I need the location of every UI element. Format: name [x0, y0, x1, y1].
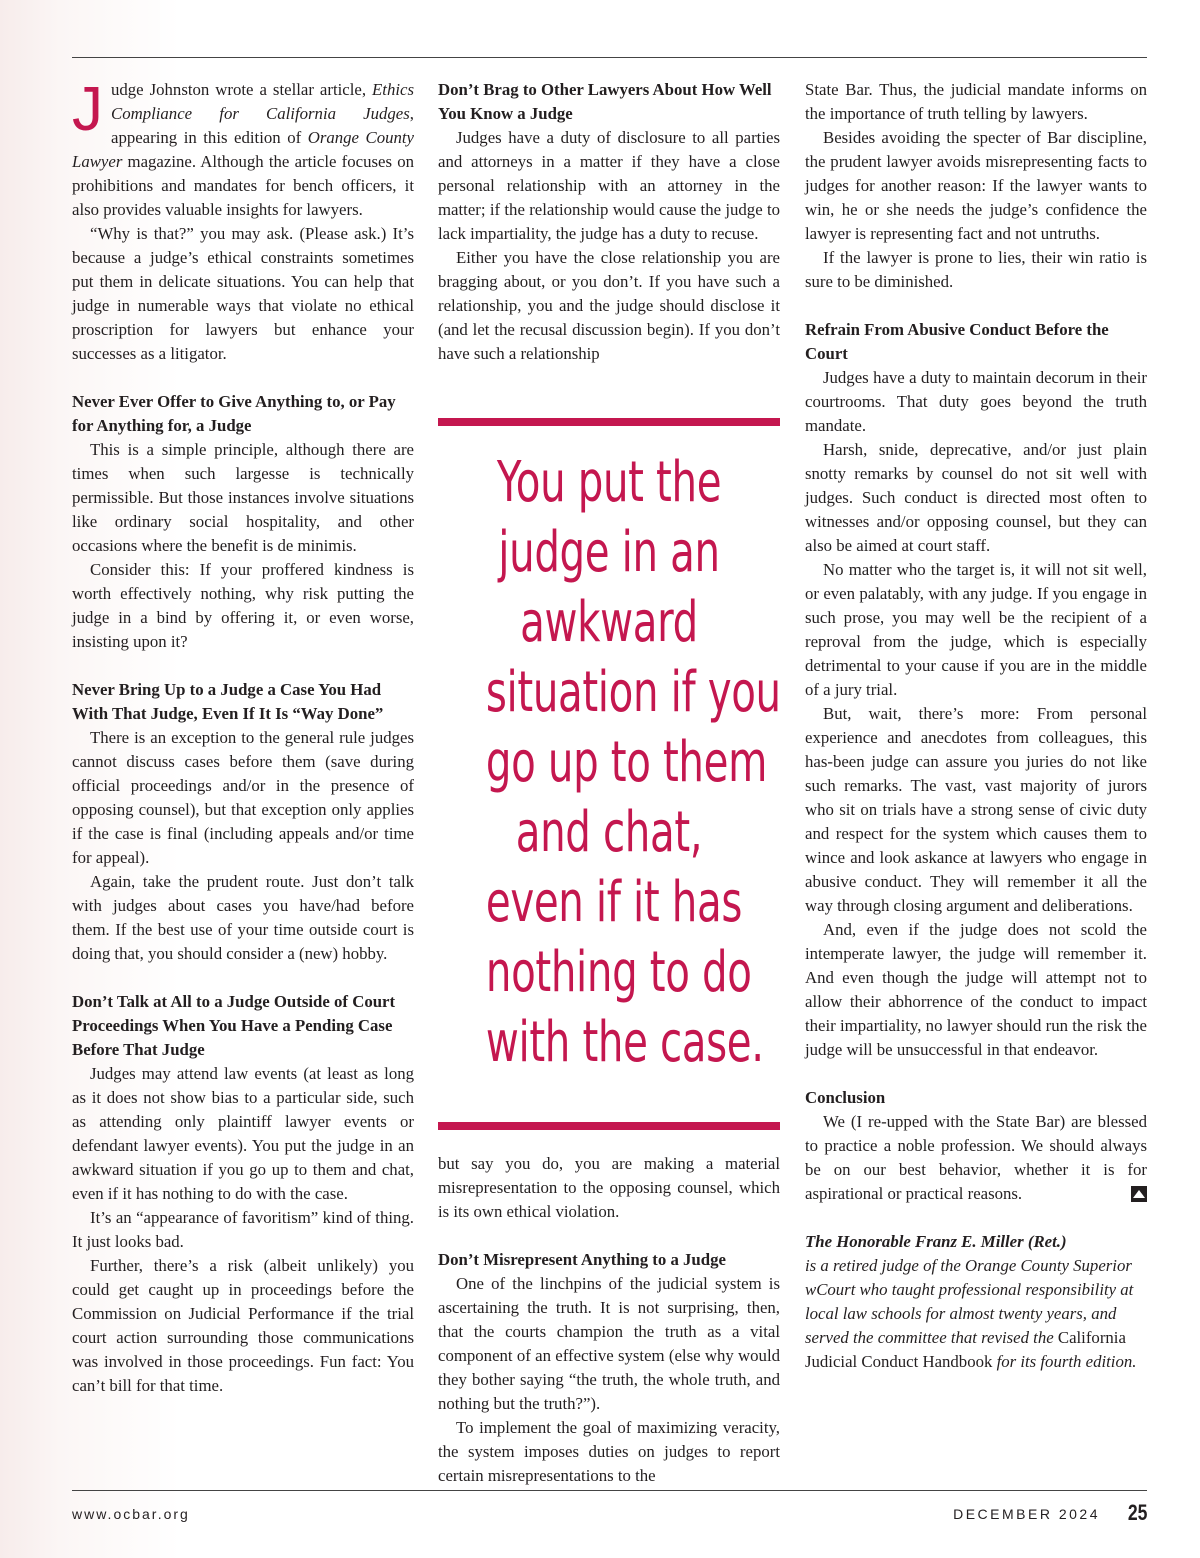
body-paragraph: But, wait, there’s more: From personal experience and anecdotes from colleagues, this has-been judge can assure you juries do not like such remarks. The vast, vast majority of jurors who sit on trials have a strong sense of civic duty and respect for the system which causes them to wince and look askance at lawyers who engage in abusive conduct. They will remember it all the way through closing argument and deliberations.: [805, 704, 1147, 915]
body-paragraph: There is an exception to the general rule judges cannot discuss cases before them (save during official proceedings and/or in the presence of opposing counsel), but that exception only applies if the case is final (including appeals and/or time for appeal).: [72, 728, 414, 867]
body-paragraph: It’s an “appearance of favoritism” kind of thing. It just looks bad.: [72, 1208, 414, 1251]
column-1: [72, 75, 414, 1398]
body-paragraph: No matter who the target is, it will not sit well, or even palatably, with any judge. If you engage in such prose, you may well be the recipient of a reproval from the judge, which is especially detrimental to your cause if you are in the middle of a jury trial.: [805, 560, 1147, 699]
author-bio: The Honorable Franz E. Miller (Ret.) is a retired judge of the Orange County Superior wCourt who taught professional responsibility at local law schools for almost twenty years, and served the committee that revised the California Judicial Conduct Handbook for its fourth edition.: [805, 1230, 1147, 1374]
body-paragraph: We (I re-upped with the State Bar) are blessed to practice a noble profession. We should always be on our best behavior, whether it is for aspirational or practical reasons.: [805, 1112, 1147, 1203]
ocba-end-mark-icon: [1131, 1186, 1147, 1202]
body-paragraph: Judges have a duty of disclosure to all parties and attorneys in a matter if they have a close personal relationship with an attorney in the matter; if the relationship would cause the judge to lack impartiality, the judge has a duty to recuse.: [438, 128, 780, 243]
top-rule: [72, 57, 1147, 58]
body-paragraph: Besides avoiding the specter of Bar discipline, the prudent lawyer avoids misrepresenting facts to judges for another reason: If the lawyer wants to win, he or she needs the judge’s confidence the lawyer is representing fact and not untruths.: [805, 128, 1147, 243]
pull-quote-top-bar: [438, 418, 780, 426]
column-2-top: [438, 78, 780, 366]
body-paragraph: Again, take the prudent route. Just don’t talk with judges about cases you have/had before them. If the best use of your time outside court is doing that, you should consider a (new) hobby.: [72, 872, 414, 963]
body-paragraph: “Why is that?” you may ask. (Please ask.) It’s because a judge’s ethical constraints sometimes put them in delicate situations. You can help that judge in numerable ways that violate no ethical proscription for lawyers but enhance your successes as a litigator.: [72, 224, 414, 363]
drop-cap: J: [72, 75, 103, 144]
body-paragraph: but say you do, you are making a material misrepresentation to the opposing counsel, which is its own ethical violation.: [438, 1154, 780, 1221]
intro-paragraph: Judge Johnston wrote a stellar article, Ethics Compliance for California Judges, appearing in this edition of Orange County Lawyer magazine. Although the article focuses on prohibitions and mandates for bench officers, it also provides valuable insights for lawyers.: [72, 75, 414, 219]
section-heading: Never Bring Up to a Judge a Case You Had With That Judge, Even If It Is “Way Done”: [72, 680, 384, 723]
body-paragraph: If the lawyer is prone to lies, their win ratio is sure to be diminished.: [805, 248, 1147, 291]
footer-date: DECEMBER 2024: [953, 1506, 1100, 1522]
pull-quote-bottom-bar: [438, 1122, 780, 1130]
footer-url: www.ocbar.org: [72, 1506, 190, 1522]
column-2-bottom: [438, 1152, 780, 1488]
body-paragraph: One of the linchpins of the judicial system is ascertaining the truth. It is not surprising, then, that the courts champion the truth as a vital component of an effective system (else why would they bother saying “the truth, the whole truth, and nothing but the truth?”).: [438, 1274, 780, 1413]
article-title: Ethics Compliance for California Judges: [111, 80, 414, 123]
handbook-title: California Judicial Conduct Handbook: [805, 1328, 1126, 1371]
pull-quote-text: You put the judge in an awkward situation if you go up to them and chat, even if it has nothing to do with the case.: [485, 450, 781, 1075]
body-paragraph: Consider this: If your proffered kindness is worth effectively nothing, why risk putting the judge in a bind by offering it, or even worse, insisting upon it?: [72, 560, 414, 651]
column-3: [805, 78, 1147, 1374]
section-heading: Don’t Talk at All to a Judge Outside of Court Proceedings When You Have a Pending Case Before That Judge: [72, 992, 396, 1059]
body-paragraph: State Bar. Thus, the judicial mandate informs on the importance of truth telling by lawyers.: [805, 80, 1147, 123]
body-paragraph: To implement the goal of maximizing veracity, the system imposes duties on judges to report certain misrepresentations to the: [438, 1418, 780, 1485]
section-heading: Conclusion: [805, 1088, 886, 1107]
section-heading: Don’t Brag to Other Lawyers About How Well You Know a Judge: [438, 80, 772, 123]
page-number: 25: [1127, 1500, 1147, 1525]
body-paragraph: And, even if the judge does not scold the intemperate lawyer, the judge will remember it. And even though the judge will attempt not to allow their abhorrence of the conduct to impact their impartiality, no lawyer should run the risk the judge will be unsuccessful in that endeavor.: [805, 920, 1147, 1059]
bottom-rule: [72, 1490, 1147, 1491]
section-heading: Don’t Misrepresent Anything to a Judge: [438, 1250, 726, 1269]
body-paragraph: Judges have a duty to maintain decorum in their courtrooms. That duty goes beyond the truth mandate.: [805, 368, 1147, 435]
body-paragraph: Either you have the close relationship you are bragging about, or you don’t. If you have such a relationship, you and the judge should disclose it (and let the recusal discussion begin). If you don’t have such a relationship: [438, 248, 780, 363]
body-paragraph: Further, there’s a risk (albeit unlikely) you could get caught up in proceedings before the Commission on Judicial Performance if the trial court action surrounding those communications was involved in those proceedings. Fun fact: You can’t bill for that time.: [72, 1256, 414, 1395]
body-paragraph: Harsh, snide, deprecative, and/or just plain snotty remarks by counsel do not sit well with judges. Such conduct is directed most often to witnesses and/or opposing counsel, but they can also be aimed at court staff.: [805, 440, 1147, 555]
body-paragraph: Judges may attend law events (at least as long as it does not show bias to a particular side, such as attending only plaintiff lawyer events or defendant lawyer events). You put the judge in an awkward situation if you go up to them and chat, even if it has nothing to do with the case.: [72, 1064, 414, 1203]
magazine-name: Orange County Lawyer: [72, 128, 414, 171]
body-paragraph: This is a simple principle, although there are times when such largesse is technically permissible. But those instances involve situations like ordinary social hospitality, and other occasions where the benefit is de minimis.: [72, 440, 414, 555]
section-heading: Never Ever Offer to Give Anything to, or Pay for Anything for, a Judge: [72, 392, 396, 435]
pull-quote: [438, 418, 780, 1132]
section-heading: Refrain From Abusive Conduct Before the Court: [805, 320, 1109, 363]
author-name: The Honorable Franz E. Miller (Ret.): [805, 1232, 1067, 1251]
